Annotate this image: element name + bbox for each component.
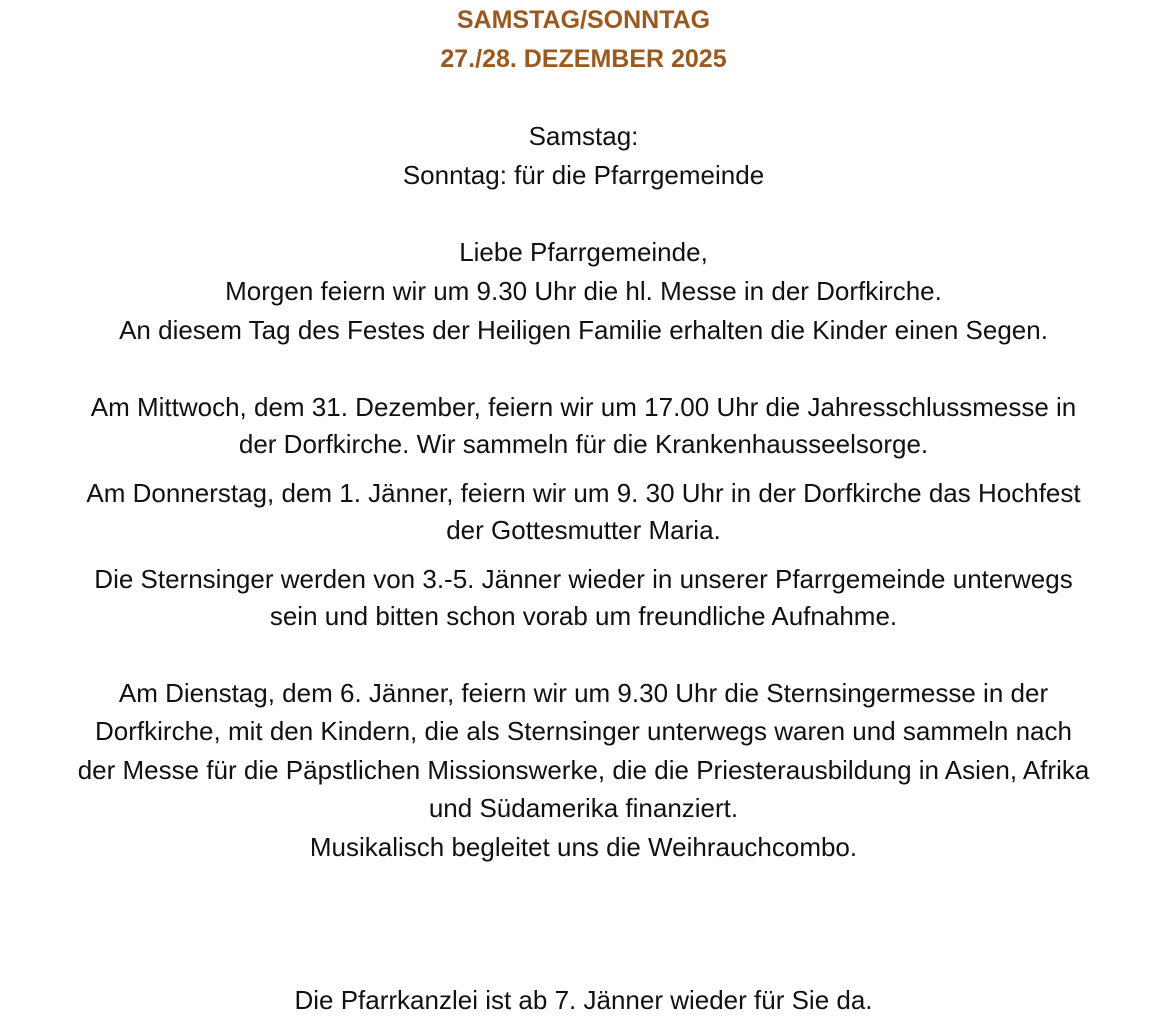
header-date: 27./28. DEZEMBER 2025 bbox=[440, 45, 727, 73]
announcement-line: Am Donnerstag, dem 1. Jänner, feiern wir um 9. 30 Uhr in der Dorfkirche das Hochfest bbox=[86, 478, 1081, 508]
greeting: Liebe Pfarrgemeinde, bbox=[459, 237, 708, 267]
announcement-line: der Messe für die Päpstlichen Missionswerke, die die Priesterausbildung in Asien, Afrika bbox=[77, 755, 1090, 785]
announcement-line: Die Sternsinger werden von 3.-5. Jänner wieder in unserer Pfarrgemeinde unterwegs bbox=[94, 564, 1073, 594]
announcement-line: An diesem Tag des Festes der Heiligen Familie erhalten die Kinder einen Segen. bbox=[119, 315, 1048, 345]
announcement-line: der Gottesmutter Maria. bbox=[446, 515, 721, 545]
announcement-line: Am Mittwoch, dem 31. Dezember, feiern wir um 17.00 Uhr die Jahresschlussmesse in bbox=[90, 392, 1077, 422]
intention-sunday: Sonntag: für die Pfarrgemeinde bbox=[402, 160, 765, 190]
announcement-line: Morgen feiern wir um 9.30 Uhr die hl. Messe in der Dorfkirche. bbox=[225, 276, 942, 306]
announcement-line: der Dorfkirche. Wir sammeln für die Krankenhausseelsorge. bbox=[238, 429, 929, 459]
intention-saturday: Samstag: bbox=[528, 121, 639, 151]
announcement-line: und Südamerika finanziert. bbox=[428, 793, 739, 823]
announcement-line: Musikalisch begleitet uns die Weihrauchcombo. bbox=[309, 832, 858, 862]
announcement-line: Dorfkirche, mit den Kindern, die als Sternsinger unterwegs waren und sammeln nach bbox=[95, 716, 1072, 746]
header-title: SAMSTAG/SONNTAG bbox=[456, 6, 711, 34]
announcement-line: Am Dienstag, dem 6. Jänner, feiern wir um 9.30 Uhr die Sternsingermesse in der bbox=[118, 678, 1049, 708]
announcement-line: sein und bitten schon vorab um freundliche Aufnahme. bbox=[269, 601, 898, 631]
office-notice: Die Pfarrkanzlei ist ab 7. Jänner wieder für Sie da. bbox=[294, 985, 873, 1015]
